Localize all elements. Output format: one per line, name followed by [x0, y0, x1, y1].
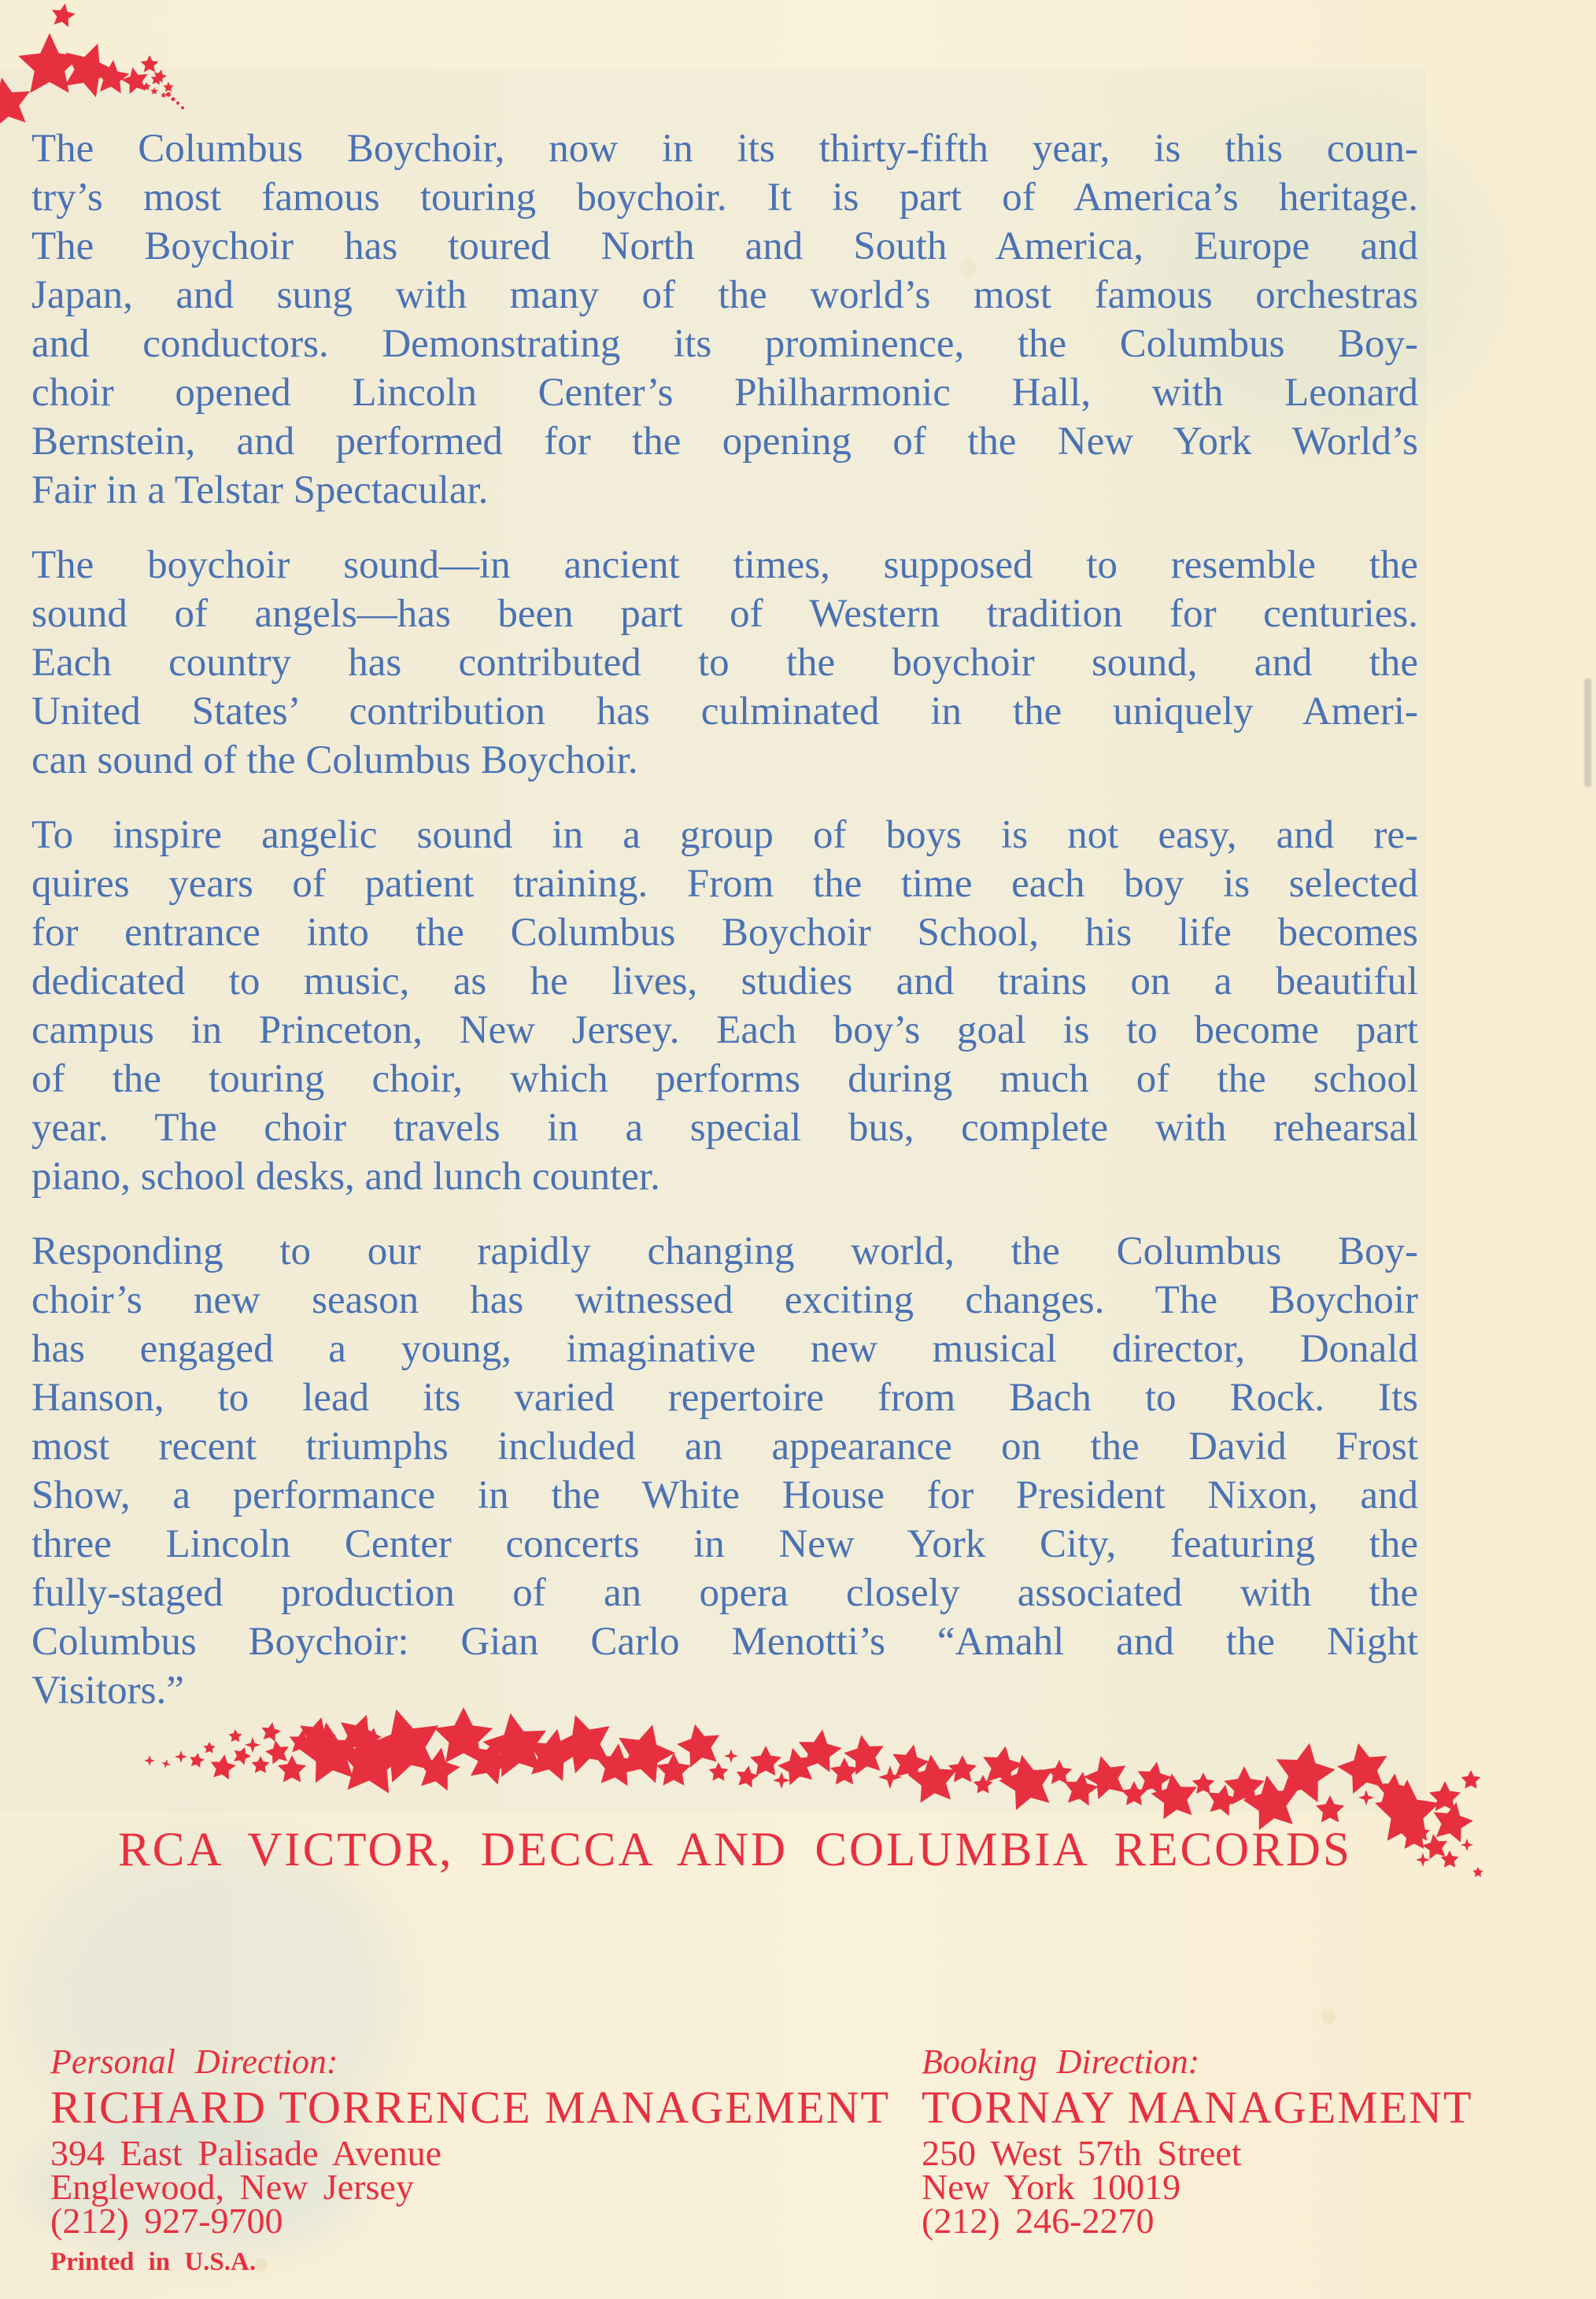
star-icon — [141, 55, 159, 72]
personal-address-line: 394 East Palisade Avenue — [50, 2133, 442, 2173]
text-line: Visitors.” — [31, 1669, 184, 1713]
personal-direction-block — [50, 2042, 890, 2241]
star-icon — [0, 78, 30, 128]
star-icon — [1461, 1839, 1473, 1851]
text-line: Hanson, to lead its varied repertoire from Bach to Rock. Its — [31, 1376, 1418, 1420]
star-dot-icon — [181, 106, 184, 109]
star-icon — [203, 1742, 215, 1754]
paragraph — [31, 124, 1418, 515]
star-icon — [799, 1729, 842, 1772]
star-icon — [1416, 1853, 1430, 1867]
text-line: United States’ contribution has culminated in the uniquely Ameri- — [31, 689, 1418, 734]
star-icon — [190, 1753, 205, 1768]
text-line: can sound of the Columbus Boychoir. — [31, 738, 638, 782]
text-line: The Columbus Boychoir, now in its thirty-fifth year, is this coun- — [31, 127, 1418, 171]
star-icon — [1472, 1867, 1483, 1877]
star-dot-icon — [172, 98, 175, 102]
star-band-icon — [0, 1692, 1596, 1928]
text-line: piano, school desks, and lunch counter. — [31, 1155, 660, 1199]
text-line: Japan, and sung with many of the world’s most famous orchestras — [31, 273, 1418, 317]
star-icon — [52, 3, 76, 27]
star-icon — [1121, 1781, 1147, 1806]
text-line: Responding to our rapidly changing world, the Columbus Boy- — [31, 1229, 1418, 1273]
text-line: campus in Princeton, New Jersey. Each boy’s goal is to become part — [31, 1008, 1418, 1052]
text-line: has engaged a young, imaginative new musical director, Donald — [31, 1327, 1418, 1371]
text-line: sound of angels—has been part of Western tradition for centuries. — [31, 592, 1418, 636]
text-line: Fair in a Telstar Spectacular. — [31, 468, 489, 512]
booking-phone: (212) 246-2270 — [922, 2201, 1155, 2241]
text-line: year. The choir travels in a special bus, complete with rehearsal — [31, 1106, 1418, 1150]
star-icon — [878, 1765, 902, 1789]
booking-address-line: 250 West 57th Street — [922, 2133, 1242, 2173]
paragraph — [31, 1227, 1418, 1715]
star-icon — [830, 1758, 859, 1784]
booking-direction-heading: Booking Direction: — [922, 2042, 1200, 2081]
star-icon — [948, 1755, 977, 1782]
star-icon — [1084, 1756, 1125, 1799]
text-line: most recent triumphs included an appearance on the David Frost — [31, 1425, 1418, 1469]
text-line: Show, a performance in the White House for President Nixon, and — [31, 1473, 1418, 1517]
record-labels-line: RCA VICTOR, DECCA AND COLUMBIA RECORDS — [118, 1824, 1352, 1876]
text-line: choir opened Lincoln Center’s Philharmonic Hall, with Leonard — [31, 371, 1418, 415]
star-icon — [252, 1756, 270, 1773]
text-line: The boychoir sound—in ancient times, supposed to resemble the — [31, 543, 1418, 587]
star-icon — [1358, 1790, 1374, 1806]
star-dot-icon — [166, 92, 171, 97]
personal-phone: (212) 927-9700 — [50, 2201, 283, 2241]
text-line: for entrance into the Columbus Boychoir School, his life becomes — [31, 911, 1418, 955]
text-line: of the touring choir, which performs during much of the school — [31, 1057, 1418, 1101]
booking-address-line: New York 10019 — [922, 2167, 1181, 2207]
star-icon — [265, 1740, 289, 1764]
star-icon — [161, 92, 167, 98]
star-dot-icon — [176, 102, 179, 105]
booking-direction-name: TORNAY MANAGEMENT — [922, 2082, 1473, 2133]
star-icon — [737, 1765, 759, 1787]
text-line: quires years of patient training. From the time each boy is selected — [31, 862, 1418, 906]
personal-address-line: Englewood, New Jersey — [50, 2167, 414, 2207]
star-icon — [144, 1755, 155, 1766]
personal-direction-heading: Personal Direction: — [50, 2042, 338, 2081]
text-line: fully-staged production of an opera closely associated with the — [31, 1571, 1418, 1615]
star-icon — [121, 67, 148, 94]
star-icon — [262, 1722, 281, 1742]
text-line: Columbus Boychoir: Gian Carlo Menotti’s “Amahl and the Night — [31, 1620, 1418, 1664]
star-icon — [773, 1772, 790, 1789]
star-icon — [150, 87, 158, 94]
star-icon — [245, 1737, 260, 1753]
star-icon — [1192, 1772, 1215, 1794]
body-text — [31, 124, 1418, 1741]
personal-direction-name: RICHARD TORRENCE MANAGEMENT — [50, 2082, 890, 2133]
star-icon — [211, 1754, 236, 1780]
star-icon — [677, 1724, 719, 1768]
star-icon — [175, 1750, 187, 1763]
paragraph — [31, 541, 1418, 785]
text-line: three Lincoln Center concerts in New York City, featuring the — [31, 1522, 1418, 1566]
text-line: and conductors. Demonstrating its prominence, the Columbus Boy- — [31, 322, 1418, 366]
star-icon — [724, 1749, 738, 1763]
star-icon — [1461, 1770, 1481, 1789]
text-line: Bernstein, and performed for the opening of the New York World’s — [31, 420, 1418, 464]
star-icon — [709, 1762, 729, 1781]
star-icon — [163, 82, 173, 92]
star-icon — [234, 1747, 251, 1765]
printed-in-usa: Printed in U.S.A. — [50, 2248, 257, 2276]
star-icon — [228, 1729, 242, 1742]
booking-direction-block — [922, 2042, 1473, 2241]
text-line: To inspire angelic sound in a group of boys is not easy, and re- — [31, 813, 1418, 857]
star-icon — [1276, 1743, 1336, 1802]
star-icon — [1047, 1760, 1072, 1784]
scan-artifact — [1584, 678, 1591, 787]
paragraph — [31, 811, 1418, 1201]
star-icon — [750, 1746, 781, 1776]
text-line: try’s most famous touring boychoir. It is part of America’s heritage. — [31, 176, 1418, 220]
text-line: Each country has contributed to the boychoir sound, and the — [31, 641, 1418, 685]
star-icon — [1316, 1795, 1344, 1822]
text-line: The Boychoir has toured North and South America, Europe and — [31, 224, 1418, 268]
text-line: dedicated to music, as he lives, studies and trains on a beautiful — [31, 959, 1418, 1004]
text-line: choir’s new season has witnessed exciting changes. The Boychoir — [31, 1278, 1418, 1322]
star-icon — [161, 1759, 171, 1769]
